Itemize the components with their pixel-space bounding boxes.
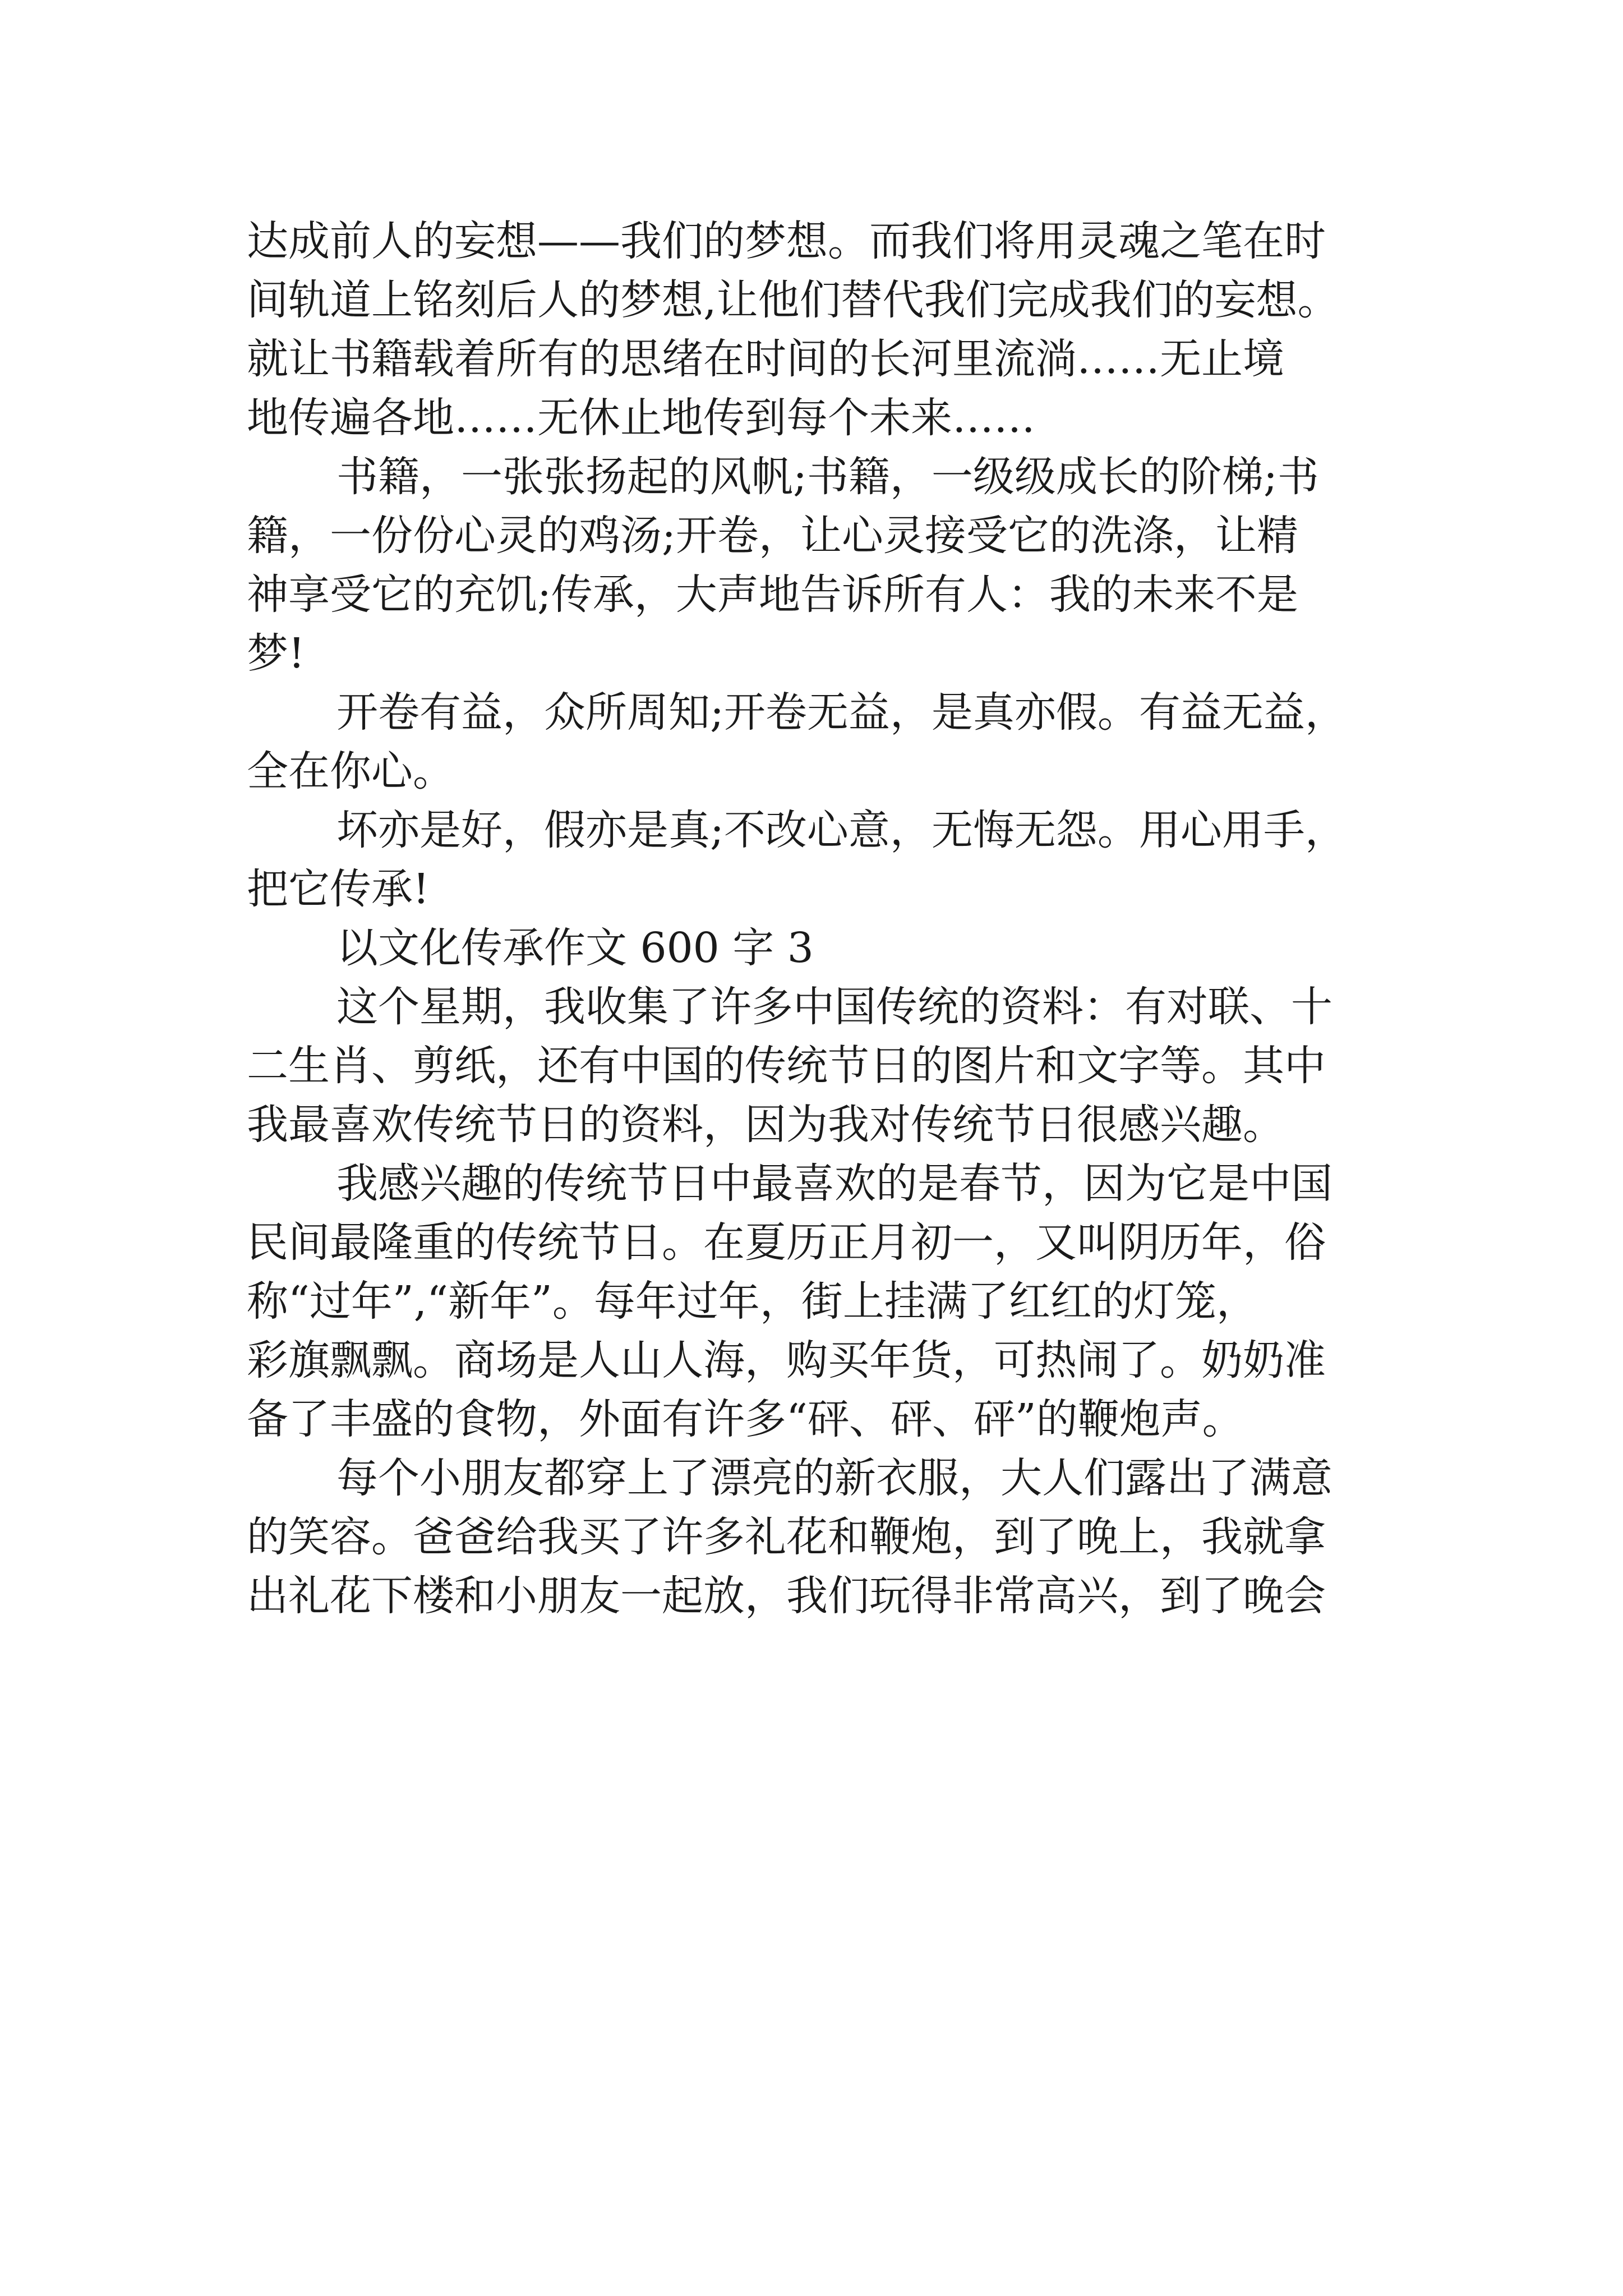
text-line: 地传遍各地……无休止地传到每个未来……: [247, 394, 1035, 442]
paragraph-4: [247, 801, 1413, 919]
text-line: 开卷有益，众所周知;开卷无益，是真亦假。有益无益，: [336, 688, 1347, 737]
text-line: 二生肖、剪纸，还有中国的传统节日的图片和文字等。其中: [247, 1042, 1326, 1090]
text-line: 就让书籍载着所有的思绪在时间的长河里流淌……无止境: [247, 335, 1284, 383]
paragraph-3: [247, 683, 1413, 801]
text-line: 间轨道上铭刻后人的梦想,让他们替代我们完成我们的妄想。: [247, 276, 1339, 324]
text-line: 每个小朋友都穿上了漂亮的新衣服，大人们露出了满意: [336, 1454, 1332, 1502]
text-line: 神享受它的充饥;传承，大声地告诉所有人：我的未来不是: [247, 570, 1298, 619]
text-line: 达成前人的妄想——我们的梦想。而我们将用灵魂之笔在时: [247, 217, 1326, 265]
text-line: 坏亦是好，假亦是真;不改心意，无悔无怨。用心用手，: [336, 806, 1347, 854]
text-line: 的笑容。爸爸给我买了许多礼花和鞭炮，到了晚上，我就拿: [247, 1513, 1326, 1561]
paragraph-1: [247, 212, 1413, 448]
text-line: 备了丰盛的食物，外面有许多“砰、砰、砰”的鞭炮声。: [247, 1395, 1244, 1443]
text-line: 籍，一份份心灵的鸡汤;开卷，让心灵接受它的洗涤，让精: [247, 512, 1298, 560]
paragraph-7: [247, 1154, 1413, 1449]
section-heading: [247, 919, 1413, 978]
text-line: 这个星期，我收集了许多中国传统的资料：有对联、十: [336, 983, 1332, 1031]
text-line: 我感兴趣的传统节日中最喜欢的是春节，因为它是中国: [336, 1159, 1332, 1208]
text-line: 我最喜欢传统节日的资料，因为我对传统节日很感兴趣。: [247, 1101, 1284, 1149]
text-line: 出礼花下楼和小朋友一起放，我们玩得非常高兴，到了晚会: [247, 1572, 1326, 1620]
heading-line: 以文化传承作文 600 字 3: [336, 924, 814, 972]
document-body: [247, 212, 1413, 1626]
text-line: 梦!: [247, 629, 305, 678]
paragraph-6: [247, 978, 1413, 1154]
text-line: 称“过年”,“新年”。每年过年，街上挂满了红红的灯笼，: [247, 1277, 1258, 1326]
text-line: 民间最隆重的传统节日。在夏历正月初一，又叫阴历年，俗: [247, 1218, 1326, 1267]
text-line: 把它传承!: [247, 865, 430, 913]
paragraph-2: [247, 448, 1413, 683]
text-line: 彩旗飘飘。商场是人山人海，购买年货，可热闹了。奶奶准: [247, 1336, 1326, 1384]
text-line: 书籍，一张张扬起的风帆;书籍，一级级成长的阶梯;书: [336, 453, 1319, 501]
paragraph-8: [247, 1449, 1413, 1626]
text-line: 全在你心。: [247, 747, 454, 795]
